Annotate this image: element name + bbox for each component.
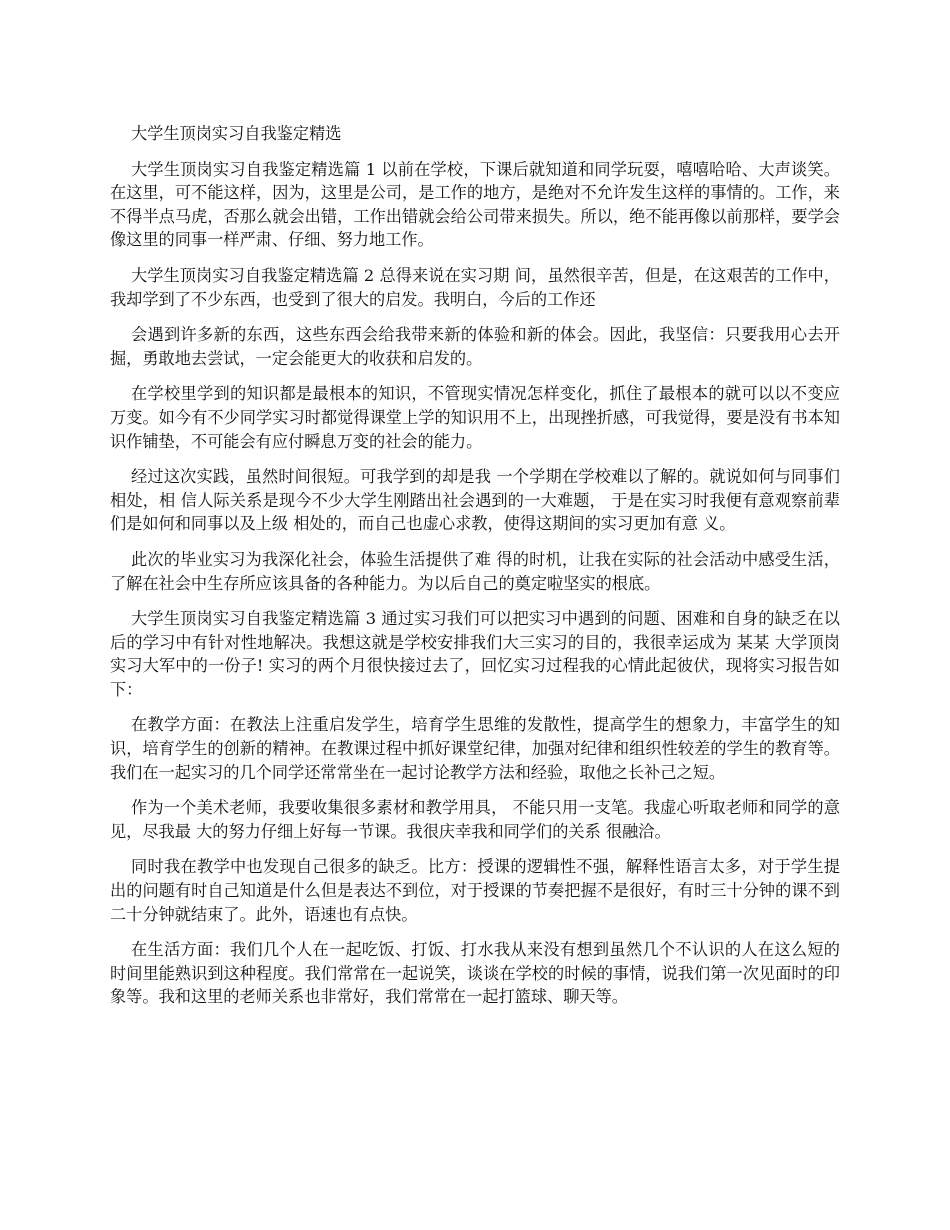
document-page xyxy=(110,122,840,1021)
paragraph-1: 大学生顶岗实习自我鉴定精选篇 1 以前在学校，下课后就知道和同学玩耍，嘻嘻哈哈、大声谈笑。在这里，可不能这样，因为，这里是公司，是工作的地方，是绝对不允许发生这样的事情的。工作，来不得半点马虎，否那么就会出错，工作出错就会给公司带来损失。所以，绝不能再像以前那样，要学会像这里的同事一样严肃、仔细、努力地工作。 xyxy=(110,159,840,250)
paragraph-8: 在教学方面：在教法上注重启发学生，培育学生思维的发散性，提高学生的想象力，丰富学生的知识，培育学生的创新的精神。在教课过程中抓好课堂纪律，加强对纪律和组织性较差的学生的教育等。我们在一起实习的几个同学还常常坐在一起讨论教学方法和经验，取他之长补己之短。 xyxy=(110,715,840,782)
paragraph-7: 大学生顶岗实习自我鉴定精选篇 3 通过实习我们可以把实习中遇到的问题、困难和自身的缺乏在以后的学习中有针对性地解决。我想这就是学校安排我们大三实习的目的，我很幸运成为 某某 大学顶岗实习大军中的一份子! 实习的两个月很快接过去了，回忆实习过程我的心情此起彼伏，现将实习报告如下： xyxy=(110,609,840,699)
paragraph-10: 同时我在教学中也发现自己很多的缺乏。比方：授课的逻辑性不强，解释性语言太多，对于学生提出的问题有时自己知道是什么但是表达不到位，对于授课的节奏把握不是很好，有时三十分钟的课不到二十分钟就结束了。此外，语速也有点快。 xyxy=(110,857,840,924)
paragraph-3: 会遇到许多新的东西，这些东西会给我带来新的体验和新的体会。因此，我坚信：只要我用心去开掘，勇敢地去尝试，一定会能更大的收获和启发的。 xyxy=(110,325,840,368)
paragraph-6: 此次的毕业实习为我深化社会，体验生活提供了难 得的时机，让我在实际的社会活动中感受生活，了解在社会中生存所应该具备的各种能力。为以后自己的奠定啦坚实的根底。 xyxy=(110,549,840,593)
paragraph-4: 在学校里学到的知识都是最根本的知识，不管现实情况怎样变化，抓住了最根本的就可以以不变应万变。如今有不少同学实习时都觉得课堂上学的知识用不上，出现挫折感，可我觉得，要是没有书本知识作铺垫，不可能会有应付瞬息万变的社会的能力。 xyxy=(110,384,840,451)
paragraph-11: 在生活方面：我们几个人在一起吃饭、打饭、打水我从来没有想到虽然几个不认识的人在这么短的时间里能熟识到这种程度。我们常常在一起说笑，谈谈在学校的时候的事情，说我们第一次见面时的印象等。我和这里的老师关系也非常好，我们常常在一起打篮球、聊天等。 xyxy=(110,940,840,1007)
paragraph-9: 作为一个美术老师，我要收集很多素材和教学用具， 不能只用一支笔。我虚心听取老师和同学的意见，尽我最 大的努力仔细上好每一节课。我很庆幸我和同学们的关系 很融洽。 xyxy=(110,798,840,841)
document-title: 大学生顶岗实习自我鉴定精选 xyxy=(131,124,342,143)
paragraph-5: 经过这次实践，虽然时间很短。可我学到的却是我 一个学期在学校难以了解的。就说如何与同事们相处，相 信人际关系是现今不少大学生刚踏出社会遇到的一大难题， 于是在实习时我便有意观察前辈们是如何和同事以及上级 相处的，而自己也虚心求教，使得这期间的实习更加有意 义。 xyxy=(110,467,840,534)
paragraph-2: 大学生顶岗实习自我鉴定精选篇 2 总得来说在实习期 间，虽然很辛苦，但是，在这艰苦的工作中，我却学到了不少东西，也受到了很大的启发。我明白，今后的工作还 xyxy=(110,265,840,309)
